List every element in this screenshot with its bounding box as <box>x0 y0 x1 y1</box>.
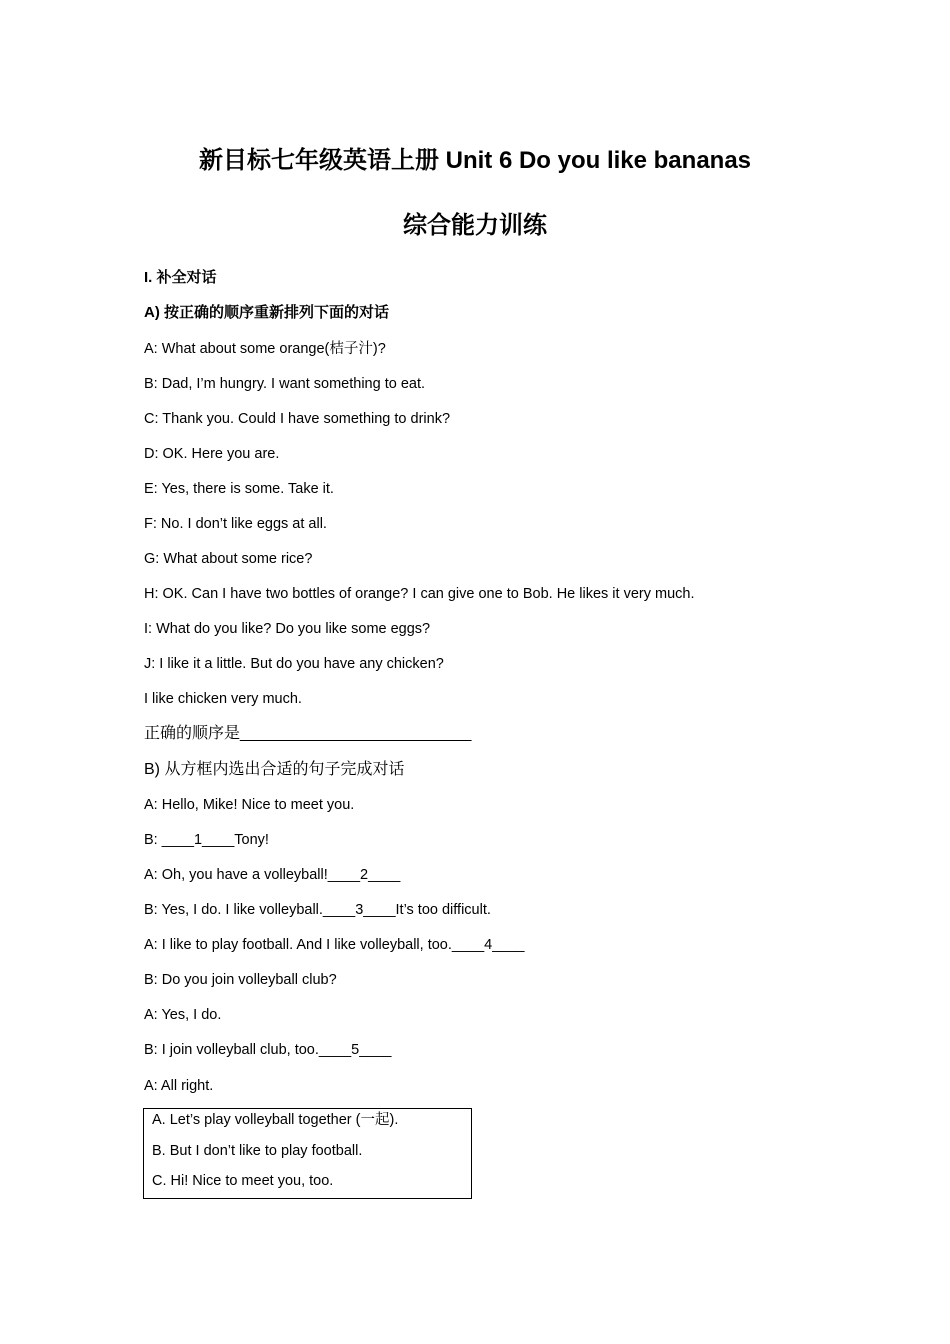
dialogue-line: A: Oh, you have a volleyball!____2____ <box>144 867 401 883</box>
dialogue-line: C: Thank you. Could I have something to drink? <box>144 411 451 427</box>
dialogue-line: I like chicken very much. <box>144 691 302 707</box>
section-heading: I. 补全对话 <box>144 269 217 286</box>
dialogue-line: A: I like to play football. And I like volleyball, too.____4____ <box>144 937 525 953</box>
dialogue-line: B: ____1____Tony! <box>144 832 269 848</box>
dialogue-line: D: OK. Here you are. <box>144 446 280 462</box>
document-title: 新目标七年级英语上册 Unit 6 Do you like bananas <box>198 147 752 174</box>
dialogue-line: F: No. I don’t like eggs at all. <box>144 516 327 532</box>
dialogue-line: H: OK. Can I have two bottles of orange? I can give one to Bob. He likes it very much. <box>144 586 695 602</box>
dialogue-line: A: All right. <box>144 1078 214 1094</box>
dialogue-line: B: Yes, I do. I like volleyball.____3____It’s too difficult. <box>144 902 491 918</box>
dialogue-line: B: Do you join volleyball club? <box>144 972 337 988</box>
document-subtitle: 综合能力训练 <box>403 212 547 239</box>
dialogue-line: B: Dad, I’m hungry. I want something to eat. <box>144 376 426 392</box>
options-box <box>143 1108 472 1199</box>
option-b: B. But I don’t like to play football. <box>152 1143 363 1159</box>
dialogue-line: A: Hello, Mike! Nice to meet you. <box>144 797 355 813</box>
dialogue-line: E: Yes, there is some. Take it. <box>144 481 334 497</box>
option-c: C. Hi! Nice to meet you, too. <box>152 1173 334 1189</box>
dialogue-line: G: What about some rice? <box>144 551 313 567</box>
dialogue-line: A: What about some orange(桔子汁)? <box>144 341 386 357</box>
dialogue-line: B: I join volleyball club, too.____5____ <box>144 1042 392 1058</box>
dialogue-line: I: What do you like? Do you like some eggs? <box>144 621 431 637</box>
part-a-heading: A) 按正确的顺序重新排列下面的对话 <box>144 304 389 321</box>
option-a: A. Let’s play volleyball together (一起). <box>152 1112 399 1128</box>
dialogue-line: J: I like it a little. But do you have any chicken? <box>144 656 444 672</box>
answer-prompt: 正确的顺序是__________________________ <box>144 725 472 742</box>
dialogue-line: A: Yes, I do. <box>144 1007 222 1023</box>
part-b-heading: B) 从方框内选出合适的句子完成对话 <box>144 761 405 778</box>
